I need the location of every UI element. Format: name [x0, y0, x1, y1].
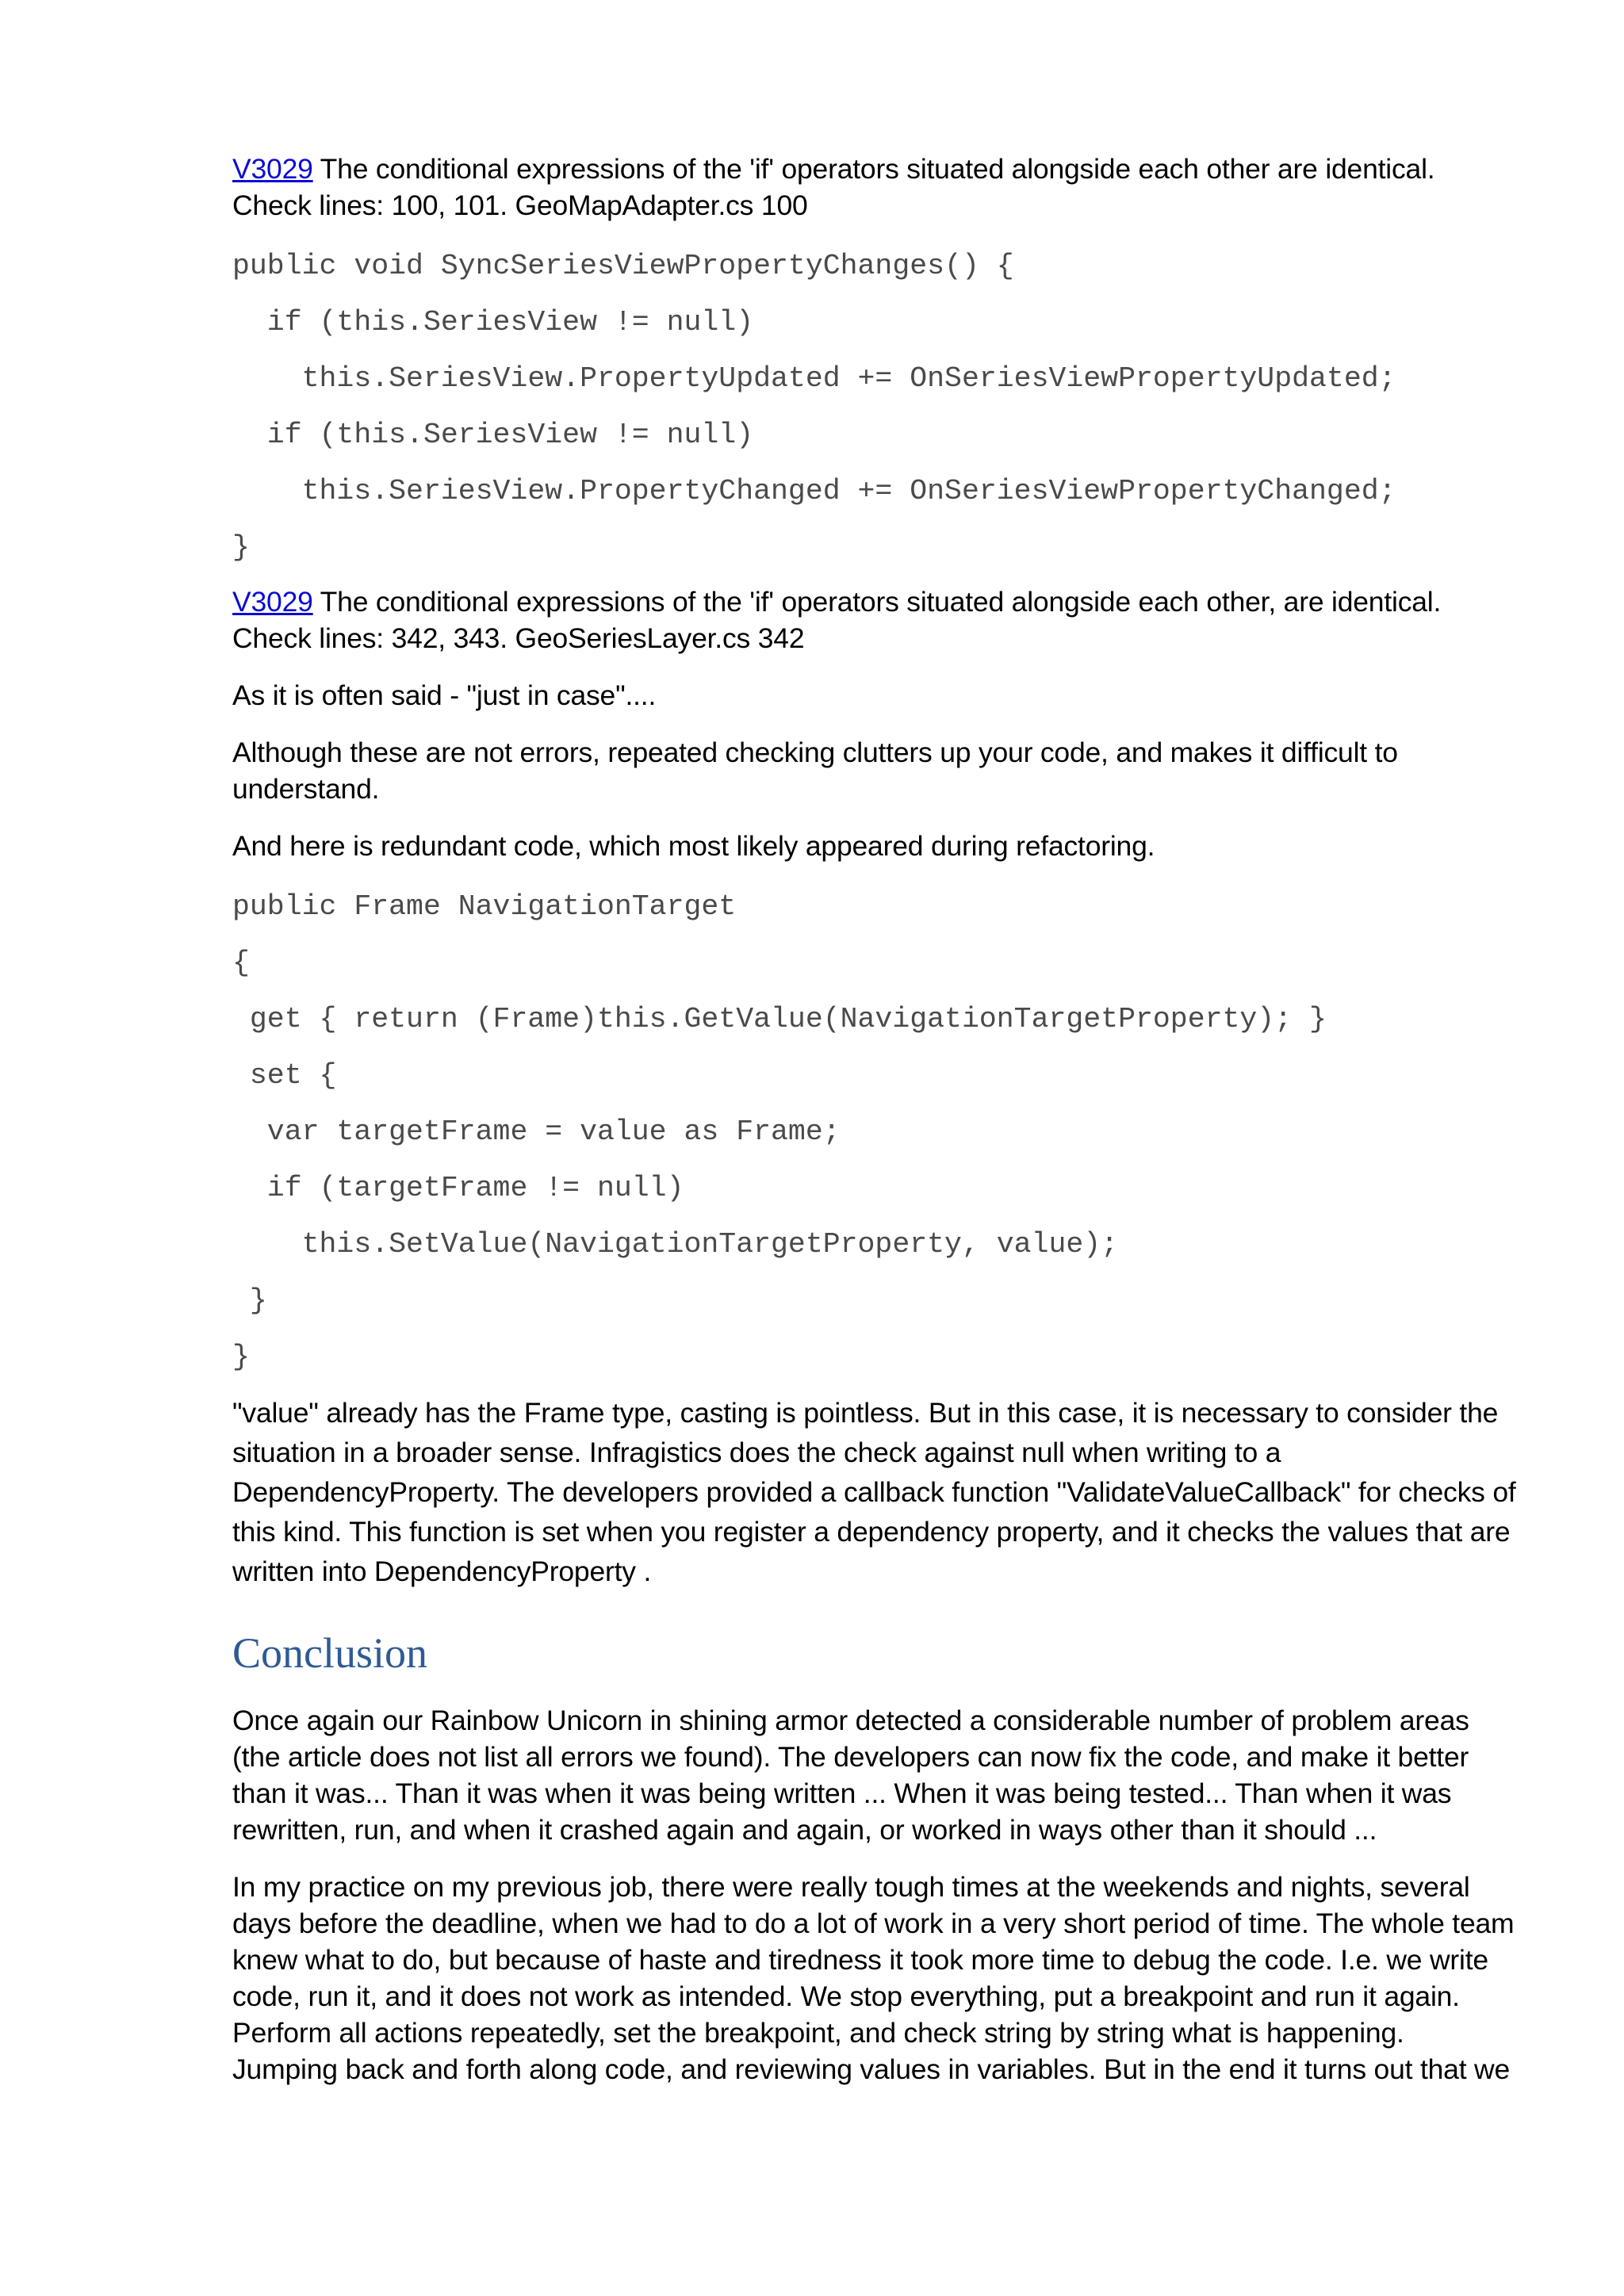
code-line: }: [232, 1341, 250, 1373]
paragraph-redundant-code: And here is redundant code, which most likely appeared during refactoring.: [232, 830, 1155, 862]
code-line: this.SetValue(NavigationTargetProperty, value);: [232, 1228, 1119, 1261]
warning-code-link[interactable]: V3029: [232, 586, 313, 618]
code-line: this.SeriesView.PropertyUpdated += OnSeriesViewPropertyUpdated;: [232, 362, 1396, 395]
paragraph-conclusion-2: In my practice on my previous job, there were really tough times at the weekends and nights, several days before the deadline, when we had to do a lot of work in a very short period of time. The whole team knew what to do, but because of haste and tiredness it took more time to debug the code. I.e. we write code, run it, and it does not work as intended. We stop everything, put a breakpoint and run it again. Perform all actions repeatedly, set the breakpoint, and check string by string what is happening. Jumping back and forth along code, and reviewing values in variables. But in the end it turns out that we: [232, 1871, 1515, 2085]
code-line: }: [232, 531, 250, 564]
section-heading-conclusion: Conclusion: [232, 1629, 428, 1677]
code-block-sync-series: [232, 238, 1517, 576]
paragraph-conclusion-1: Once again our Rainbow Unicorn in shining armor detected a considerable number of problem areas (the article does not list all errors we found). The developers can now fix the code, and make it better than it was... Than it was when it was being written ... When it was being tested... Than when it was rewritten, run, and when it crashed again and again, or worked in ways other than it should ...: [232, 1705, 1469, 1846]
code-line: if (this.SeriesView != null): [232, 306, 754, 339]
warning-code-link[interactable]: V3029: [232, 153, 313, 185]
code-line: public Frame NavigationTarget: [232, 890, 737, 923]
code-line: this.SeriesView.PropertyChanged += OnSeriesViewPropertyChanged;: [232, 475, 1396, 507]
warning-text: The conditional expressions of the 'if' operators situated alongside each other, are identical. Check lines: 342, 343. GeoSeriesLayer.cs 342: [232, 586, 1442, 654]
document-page: [232, 151, 1517, 2108]
code-block-navigation-target: [232, 878, 1517, 1385]
code-line: set {: [232, 1059, 337, 1092]
code-line: if (this.SeriesView != null): [232, 419, 754, 451]
paragraph-not-errors: Although these are not errors, repeated checking clutters up your code, and makes it difficult to understand.: [232, 737, 1398, 805]
warning-v3029-geomapadapter: [232, 151, 1517, 224]
paragraph-value-explanation: "value" already has the Frame type, casting is pointless. But in this case, it is necessary to consider the situation in a broader sense. Infragistics does the check against null when writing to a DependencyProperty. The developers provided a callback function "ValidateValueCallback" for checks of this kind. This function is set when you register a dependency property, and it checks the values that are written into DependencyProperty .: [232, 1397, 1516, 1587]
paragraph-just-in-case: As it is often said - "just in case"....: [232, 679, 657, 711]
code-line: }: [232, 1284, 267, 1317]
warning-v3029-geoserieslayer: [232, 584, 1517, 656]
code-line: if (targetFrame != null): [232, 1172, 684, 1204]
code-line: get { return (Frame)this.GetValue(NavigationTargetProperty); }: [232, 1003, 1327, 1035]
code-line: var targetFrame = value as Frame;: [232, 1115, 841, 1148]
code-line: {: [232, 947, 250, 979]
warning-text: The conditional expressions of the 'if' operators situated alongside each other are identical. Check lines: 100, 101. GeoMapAdapter.cs 100: [232, 153, 1435, 221]
code-line: public void SyncSeriesViewPropertyChanges() {: [232, 250, 1014, 282]
